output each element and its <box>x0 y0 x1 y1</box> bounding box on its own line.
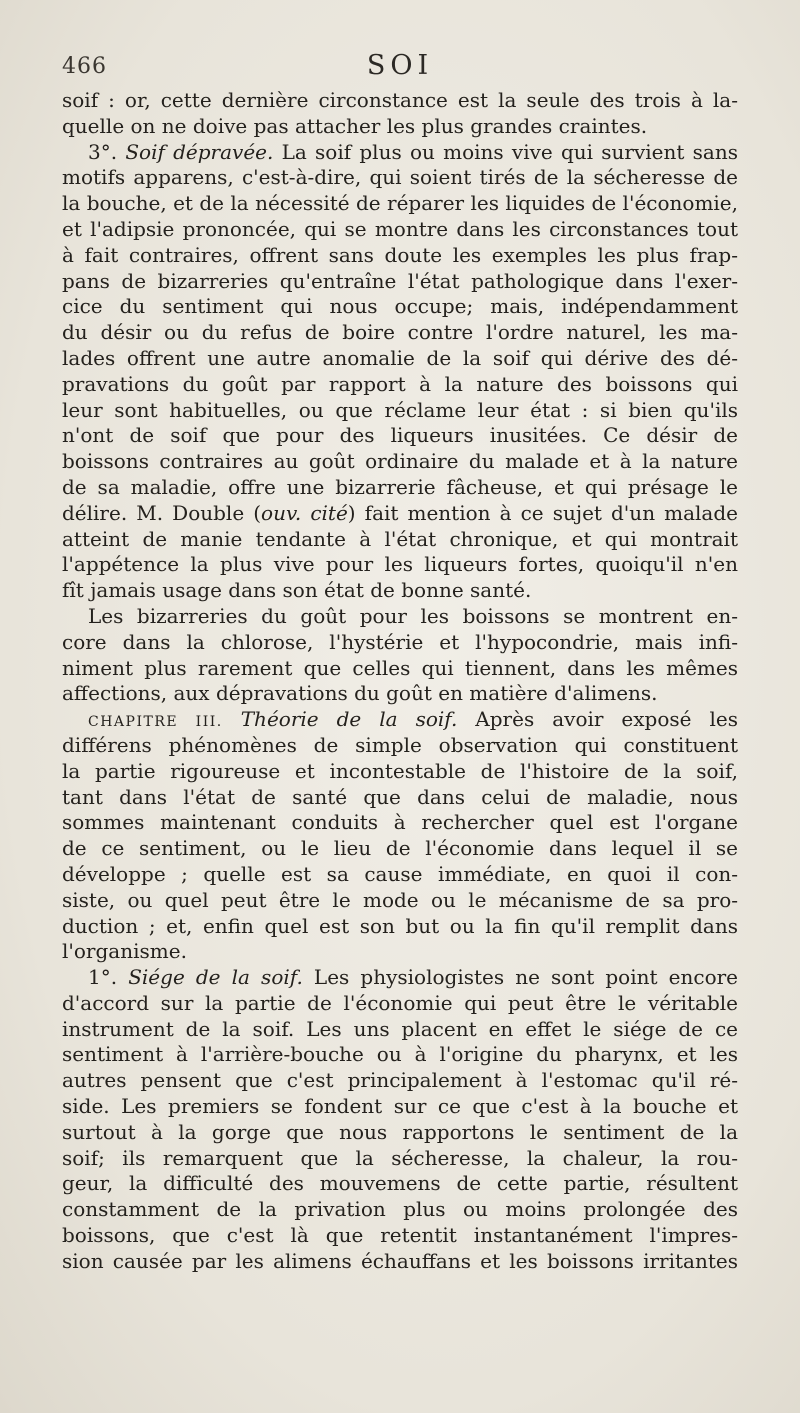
text-line: motifs apparens, c'est-à-dire, qui soient tirés de la sécheresse de <box>62 165 738 190</box>
text-line: fît jamais usage dans son état de bonne santé. <box>62 578 532 603</box>
text-line: du désir ou du refus de boire contre l'ordre naturel, les ma- <box>62 320 738 345</box>
text-line: l'appétence la plus vive pour les liqueurs fortes, quoiqu'il n'en <box>62 552 738 577</box>
section-heading: Siége de la soif. <box>128 965 303 990</box>
text-line: soif : or, cette dernière circonstance est la seule des trois à la- <box>62 88 738 112</box>
running-head: SOI <box>366 50 434 81</box>
text-line: geur, la difficulté des mouvemens de cette partie, résultent <box>62 1171 738 1196</box>
text-fragment: Après avoir exposé les <box>457 707 738 732</box>
text-line: leur sont habituelles, ou que réclame leur état : si bien qu'ils <box>62 397 738 422</box>
text-line: siste, ou quel peut être le mode ou le mécanisme de sa pro- <box>62 887 738 912</box>
section-number: 1°. <box>88 965 129 990</box>
chapter-title: Théorie de la soif. <box>240 707 458 732</box>
text-line: cice du sentiment qui nous occupe; mais, indépendamment <box>62 294 738 319</box>
text-line <box>62 501 738 527</box>
text-line: pravations du goût par rapport à la nature des boissons qui <box>62 371 738 396</box>
text-line: la partie rigoureuse et incontestable de l'histoire de la soif, <box>62 758 738 783</box>
text-line: pans de bizarreries qu'entraîne l'état pathologique dans l'exer- <box>62 268 738 293</box>
text-line: tant dans l'état de santé que dans celui de maladie, nous <box>62 784 738 809</box>
body-text <box>62 88 738 1275</box>
text-line: surtout à la gorge que nous rapportons le sentiment de la <box>62 1119 738 1144</box>
text-line: constamment de la privation plus ou moins prolongée des <box>62 1197 738 1222</box>
text-line: différens phénomènes de simple observation qui constituent <box>62 732 738 757</box>
text-line: core dans la chlorose, l'hystérie et l'hypocondrie, mais infi- <box>62 629 738 654</box>
text-fragment: La soif plus ou moins vive qui survient sans <box>273 139 738 164</box>
text-fragment <box>223 707 241 731</box>
text-line: duction ; et, enfin quel est son but ou la fin qu'il remplit dans <box>62 913 738 938</box>
text-fragment: ) fait mention à ce sujet d'un malade <box>347 500 738 525</box>
citation-italic: ouv. cité <box>261 500 348 525</box>
text-line: sentiment à l'arrière-bouche ou à l'origine du pharynx, et les <box>62 1042 738 1067</box>
text-fragment: délire. M. Double ( <box>62 500 262 525</box>
text-line: à fait contraires, offrent sans doute les exemples les plus frap- <box>62 242 738 267</box>
text-line <box>62 140 738 166</box>
text-fragment: Les physiologistes ne sont point encore <box>302 965 738 990</box>
text-line: affections, aux dépravations du goût en matière d'alimens. <box>62 681 658 706</box>
text-line <box>62 965 738 991</box>
text-line: quelle on ne doive pas attacher les plus grandes craintes. <box>62 113 648 138</box>
page-number: 466 <box>62 54 107 79</box>
text-line: n'ont de soif que pour des liqueurs inusitées. Ce désir de <box>62 423 738 448</box>
text-line: side. Les premiers se fondent sur ce que c'est à la bouche et <box>62 1094 738 1119</box>
text-line: atteint de manie tendante à l'état chronique, et qui montrait <box>62 526 738 551</box>
text-line: d'accord sur la partie de l'économie qui peut être le véritable <box>62 990 738 1015</box>
text-line: lades offrent une autre anomalie de la soif qui dérive des dé- <box>62 345 738 370</box>
text-line: boissons, que c'est là que retentit instantanément l'impres- <box>62 1223 738 1248</box>
text-line: et l'adipsie prononcée, qui se montre dans les circonstances tout <box>62 216 738 241</box>
text-line: Les bizarreries du goût pour les boissons se montrent en- <box>88 603 738 628</box>
section-heading: Soif dépravée. <box>125 139 274 164</box>
text-line <box>62 707 738 733</box>
text-line: boissons contraires au goût ordinaire du malade et à la nature <box>62 449 738 474</box>
text-line: sion causée par les alimens échauffans et les boissons irritantes <box>62 1248 738 1273</box>
section-number: 3°. <box>88 139 126 164</box>
text-line: soif; ils remarquent que la sécheresse, la chaleur, la rou- <box>62 1145 738 1170</box>
text-line: de sa maladie, offre une bizarrerie fâcheuse, et qui présage le <box>62 474 738 499</box>
text-line: développe ; quelle est sa cause immédiate, en quoi il con- <box>62 861 738 886</box>
text-line: la bouche, et de la nécessité de réparer les liquides de l'économie, <box>62 191 738 216</box>
text-line: niment plus rarement que celles qui tiennent, dans les mêmes <box>62 655 738 680</box>
text-line: autres pensent que c'est principalement à l'estomac qu'il ré- <box>62 1068 738 1093</box>
text-line: sommes maintenant conduits à rechercher quel est l'organe <box>62 810 738 835</box>
page-header <box>62 50 738 84</box>
text-line: de ce sentiment, ou le lieu de l'économie dans lequel il se <box>62 836 738 861</box>
text-line: instrument de la soif. Les uns placent en effet le siége de ce <box>62 1016 738 1041</box>
text-line: l'organisme. <box>62 939 187 964</box>
chapter-label: CHAPITRE III. <box>88 714 223 731</box>
